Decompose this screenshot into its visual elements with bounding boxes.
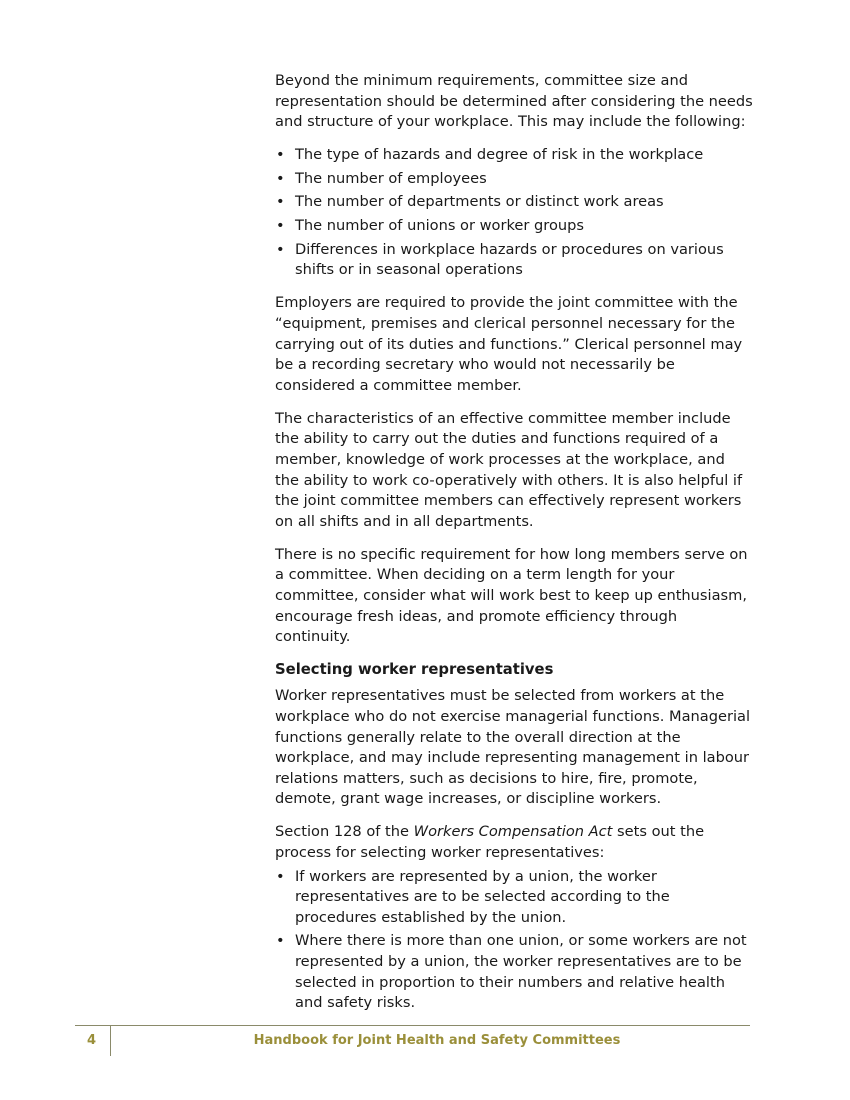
list-item: • The number of unions or worker groups xyxy=(275,216,753,237)
page-body xyxy=(275,71,753,1026)
section128-paragraph xyxy=(275,822,753,863)
employers-paragraph: Employers are required to provide the joint committee with the “equipment, premises and clerical personnel necessary for the carrying out of its duties and functions.” Clerical personnel may be a recording secretary who would not necessarily be considered a committee member. xyxy=(275,294,743,394)
list-item: • If workers are represented by a union, the worker representatives are to be selected according to the procedures established by the union. xyxy=(275,867,753,929)
worker-reps-paragraph: Worker representatives must be selected from workers at the workplace who do not exercise managerial functions. Managerial functions generally relate to the overall direction at the workplace, and may include representing management in labour relations matters, such as decisions to hire, fire, promote, demote, grant wage increases, or discipline workers. xyxy=(275,687,751,808)
running-footer-title: Handbook for Joint Health and Safety Committees xyxy=(253,1033,621,1048)
act-name: Workers Compensation Act xyxy=(413,823,613,841)
list-item: • Where there is more than one union, or some workers are not represented by a union, the worker representatives are to be selected in proportion to their numbers and relative health and safety risks. xyxy=(275,931,753,1013)
section128-text-after: sets out the process for selecting worker representatives: xyxy=(275,823,705,861)
list-item: • The number of departments or distinct work areas xyxy=(275,192,753,213)
page-number: 4 xyxy=(87,1033,97,1048)
considerations-list xyxy=(275,145,753,281)
section-heading: Selecting worker representatives xyxy=(275,661,554,679)
selection-rules-list xyxy=(275,867,753,1014)
section128-text-before: Section 128 of the xyxy=(275,823,414,841)
characteristics-paragraph: The characteristics of an effective committee member include the ability to carry out the duties and functions required of a member, knowledge of work processes at the workplace, and the ability to work co-operatively with others. It is also helpful if the joint committee members can effectively represent workers on all shifts and in all departments. xyxy=(275,409,743,530)
footer-divider xyxy=(75,1025,750,1026)
list-item: • The type of hazards and degree of risk in the workplace xyxy=(275,145,753,166)
term-paragraph: There is no specific requirement for how long members serve on a committee. When deciding on a term length for your committee, consider what will work best to keep up enthusiasm, encourage fresh ideas, and promote efficiency through continuity. xyxy=(275,545,748,646)
intro-paragraph: Beyond the minimum requirements, committee size and representation should be determined after considering the needs and structure of your workplace. This may include the following: xyxy=(275,72,753,131)
list-item: • Differences in workplace hazards or procedures on various shifts or in seasonal operations xyxy=(275,240,753,281)
list-item: • The number of employees xyxy=(275,169,753,190)
